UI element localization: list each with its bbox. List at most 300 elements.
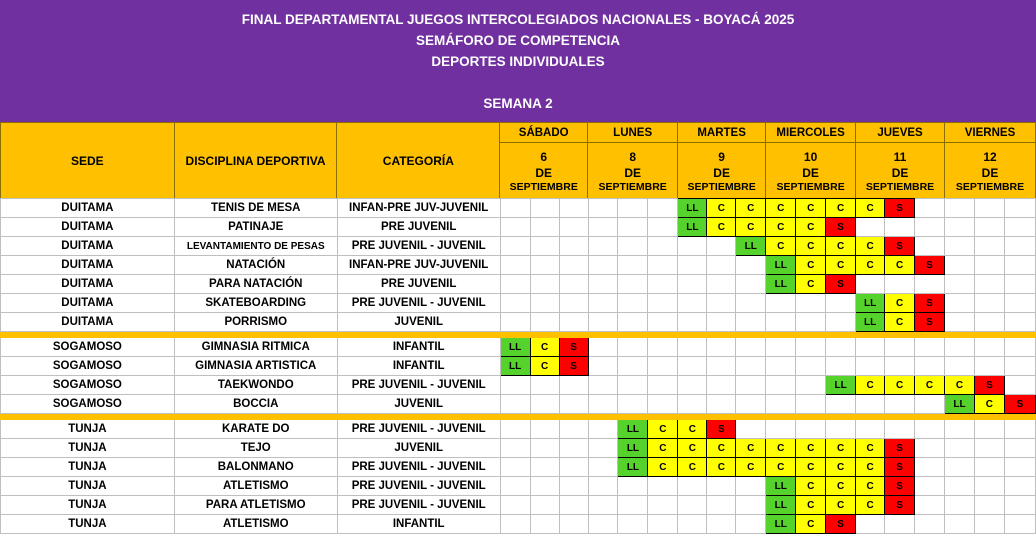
status-cell-c: C	[885, 294, 915, 313]
status-cell-c: C	[707, 458, 736, 477]
day-date: 8 DE SEPTIEMBRE	[588, 143, 678, 199]
empty-cell	[648, 496, 678, 515]
empty-cell	[856, 275, 885, 294]
table-row	[1, 395, 1036, 414]
empty-cell	[648, 218, 678, 237]
sede-cell: TUNJA	[1, 439, 175, 458]
status-cell-c: C	[707, 218, 736, 237]
sede-cell: TUNJA	[1, 458, 175, 477]
status-cell-c: C	[648, 458, 678, 477]
categoria-cell: PRE JUVENIL	[337, 275, 500, 294]
empty-cell	[1004, 439, 1035, 458]
empty-cell	[559, 256, 588, 275]
status-cell-c: C	[796, 496, 826, 515]
empty-cell	[648, 256, 678, 275]
status-cell-c: C	[766, 237, 796, 256]
status-cell-c: C	[796, 515, 826, 534]
status-cell-c: C	[885, 313, 915, 332]
categoria-cell: PRE JUVENIL - JUVENIL	[337, 294, 500, 313]
categoria-cell: PRE JUVENIL - JUVENIL	[337, 477, 500, 496]
empty-cell	[500, 420, 530, 439]
empty-cell	[559, 313, 588, 332]
status-cell-ll: LL	[500, 357, 530, 376]
empty-cell	[530, 237, 559, 256]
empty-cell	[618, 294, 648, 313]
empty-cell	[885, 515, 915, 534]
empty-cell	[796, 376, 826, 395]
status-cell-c: C	[796, 477, 826, 496]
empty-cell	[974, 338, 1004, 357]
empty-cell	[944, 458, 974, 477]
status-cell-s: S	[826, 218, 856, 237]
status-cell-c: C	[766, 199, 796, 218]
sede-cell: DUITAMA	[1, 218, 175, 237]
empty-cell	[648, 515, 678, 534]
empty-cell	[944, 439, 974, 458]
status-cell-s: S	[885, 199, 915, 218]
empty-cell	[588, 515, 618, 534]
disciplina-cell: SKATEBOARDING	[174, 294, 337, 313]
empty-cell	[796, 357, 826, 376]
empty-cell	[736, 338, 766, 357]
day-name: VIERNES	[945, 123, 1036, 143]
empty-cell	[974, 515, 1004, 534]
table-row	[1, 338, 1036, 357]
status-cell-c: C	[736, 458, 766, 477]
status-cell-c: C	[796, 237, 826, 256]
categoria-cell: PRE JUVENIL	[337, 218, 500, 237]
categoria-cell: INFANTIL	[337, 515, 500, 534]
status-cell-c: C	[530, 357, 559, 376]
empty-cell	[588, 275, 618, 294]
empty-cell	[1004, 458, 1035, 477]
status-cell-ll: LL	[856, 294, 885, 313]
empty-cell	[678, 376, 707, 395]
categoria-cell: PRE JUVENIL - JUVENIL	[337, 237, 500, 256]
empty-cell	[500, 496, 530, 515]
status-cell-s: S	[915, 313, 945, 332]
status-cell-c: C	[856, 237, 885, 256]
empty-cell	[618, 477, 648, 496]
day-date: 10 DE SEPTIEMBRE	[766, 143, 856, 199]
header-table	[0, 122, 1036, 199]
empty-cell	[648, 357, 678, 376]
table-row	[1, 357, 1036, 376]
empty-cell	[530, 496, 559, 515]
disciplina-cell: PORRISMO	[174, 313, 337, 332]
sede-cell: SOGAMOSO	[1, 357, 175, 376]
table-row	[1, 199, 1036, 218]
empty-cell	[678, 357, 707, 376]
empty-cell	[588, 496, 618, 515]
empty-cell	[500, 458, 530, 477]
empty-cell	[885, 218, 915, 237]
status-cell-c: C	[826, 237, 856, 256]
categoria-cell: JUVENIL	[337, 395, 500, 414]
empty-cell	[500, 439, 530, 458]
empty-cell	[826, 338, 856, 357]
status-cell-c: C	[856, 477, 885, 496]
status-cell-ll: LL	[766, 496, 796, 515]
status-cell-s: S	[559, 338, 588, 357]
empty-cell	[648, 313, 678, 332]
empty-cell	[766, 357, 796, 376]
table-row	[1, 496, 1036, 515]
empty-cell	[707, 256, 736, 275]
disciplina-cell: KARATE DO	[174, 420, 337, 439]
subtitle-sports: DEPORTES INDIVIDUALES	[431, 54, 605, 69]
status-cell-ll: LL	[618, 439, 648, 458]
empty-cell	[736, 313, 766, 332]
empty-cell	[707, 376, 736, 395]
empty-cell	[588, 199, 618, 218]
day-name: JUEVES	[856, 123, 945, 143]
status-cell-c: C	[707, 199, 736, 218]
empty-cell	[974, 199, 1004, 218]
empty-cell	[944, 294, 974, 313]
header-categoria: CATEGORÍA	[337, 123, 500, 199]
empty-cell	[559, 218, 588, 237]
schedule-grid	[0, 198, 1036, 534]
empty-cell	[678, 256, 707, 275]
header-disciplina: DISCIPLINA DEPORTIVA	[174, 123, 337, 199]
empty-cell	[588, 477, 618, 496]
status-cell-s: S	[885, 477, 915, 496]
empty-cell	[944, 357, 974, 376]
empty-cell	[736, 256, 766, 275]
empty-cell	[530, 199, 559, 218]
empty-cell	[1004, 376, 1035, 395]
day-name: MARTES	[678, 123, 766, 143]
empty-cell	[915, 338, 945, 357]
categoria-cell: INFAN-PRE JUV-JUVENIL	[337, 199, 500, 218]
empty-cell	[707, 395, 736, 414]
table-row	[1, 458, 1036, 477]
sede-cell: TUNJA	[1, 477, 175, 496]
empty-cell	[944, 199, 974, 218]
status-cell-c: C	[856, 256, 885, 275]
empty-cell	[974, 218, 1004, 237]
status-cell-c: C	[856, 458, 885, 477]
empty-cell	[974, 439, 1004, 458]
status-cell-s: S	[1004, 395, 1035, 414]
empty-cell	[500, 199, 530, 218]
empty-cell	[618, 313, 648, 332]
empty-cell	[915, 199, 945, 218]
empty-cell	[618, 395, 648, 414]
empty-cell	[530, 218, 559, 237]
empty-cell	[915, 357, 945, 376]
status-cell-s: S	[915, 294, 945, 313]
empty-cell	[944, 275, 974, 294]
disciplina-cell: ATLETISMO	[174, 515, 337, 534]
sede-cell: DUITAMA	[1, 237, 175, 256]
table-row	[1, 237, 1036, 256]
empty-cell	[766, 420, 796, 439]
empty-cell	[648, 294, 678, 313]
empty-cell	[885, 420, 915, 439]
title-banner	[0, 0, 1036, 122]
empty-cell	[974, 275, 1004, 294]
categoria-cell: INFAN-PRE JUV-JUVENIL	[337, 256, 500, 275]
empty-cell	[588, 256, 618, 275]
header-sede: SEDE	[1, 123, 175, 199]
empty-cell	[1004, 313, 1035, 332]
status-cell-s: S	[707, 420, 736, 439]
categoria-cell: INFANTIL	[337, 338, 500, 357]
categoria-cell: JUVENIL	[337, 439, 500, 458]
empty-cell	[618, 237, 648, 256]
empty-cell	[944, 515, 974, 534]
empty-cell	[766, 395, 796, 414]
empty-cell	[678, 477, 707, 496]
empty-cell	[707, 294, 736, 313]
empty-cell	[530, 256, 559, 275]
disciplina-cell: PARA ATLETISMO	[174, 496, 337, 515]
status-cell-s: S	[826, 515, 856, 534]
status-cell-s: S	[974, 376, 1004, 395]
sede-cell: DUITAMA	[1, 275, 175, 294]
table-row	[1, 420, 1036, 439]
status-cell-c: C	[885, 376, 915, 395]
empty-cell	[856, 357, 885, 376]
empty-cell	[588, 395, 618, 414]
day-name: SÁBADO	[500, 123, 588, 143]
empty-cell	[1004, 515, 1035, 534]
empty-cell	[559, 294, 588, 313]
status-cell-c: C	[856, 439, 885, 458]
empty-cell	[707, 477, 736, 496]
status-cell-c: C	[856, 376, 885, 395]
empty-cell	[588, 218, 618, 237]
day-date: 12 DE SEPTIEMBRE	[945, 143, 1036, 199]
status-cell-c: C	[856, 199, 885, 218]
sede-cell: TUNJA	[1, 515, 175, 534]
table-row	[1, 275, 1036, 294]
status-cell-ll: LL	[678, 218, 707, 237]
status-cell-c: C	[530, 338, 559, 357]
empty-cell	[588, 458, 618, 477]
empty-cell	[559, 275, 588, 294]
status-cell-c: C	[736, 199, 766, 218]
status-cell-ll: LL	[678, 199, 707, 218]
empty-cell	[618, 357, 648, 376]
status-cell-c: C	[678, 458, 707, 477]
empty-cell	[559, 496, 588, 515]
status-cell-ll: LL	[766, 515, 796, 534]
week-label: SEMANA 2	[483, 96, 553, 111]
empty-cell	[974, 420, 1004, 439]
empty-cell	[530, 515, 559, 534]
categoria-cell: INFANTIL	[337, 357, 500, 376]
disciplina-cell: NATACIÓN	[174, 256, 337, 275]
empty-cell	[648, 338, 678, 357]
empty-cell	[559, 420, 588, 439]
empty-cell	[944, 237, 974, 256]
status-cell-ll: LL	[736, 237, 766, 256]
disciplina-cell: BOCCIA	[174, 395, 337, 414]
empty-cell	[736, 275, 766, 294]
disciplina-cell: PATINAJE	[174, 218, 337, 237]
status-cell-ll: LL	[766, 275, 796, 294]
empty-cell	[618, 218, 648, 237]
empty-cell	[826, 420, 856, 439]
empty-cell	[588, 357, 618, 376]
subtitle: SEMÁFORO DE COMPETENCIA	[415, 33, 620, 48]
empty-cell	[944, 313, 974, 332]
status-cell-c: C	[826, 496, 856, 515]
empty-cell	[915, 496, 945, 515]
empty-cell	[1004, 477, 1035, 496]
empty-cell	[1004, 199, 1035, 218]
table-row	[1, 294, 1036, 313]
empty-cell	[766, 338, 796, 357]
empty-cell	[678, 237, 707, 256]
empty-cell	[856, 395, 885, 414]
empty-cell	[944, 496, 974, 515]
disciplina-cell: TENIS DE MESA	[174, 199, 337, 218]
categoria-cell: PRE JUVENIL - JUVENIL	[337, 496, 500, 515]
status-cell-c: C	[648, 420, 678, 439]
status-cell-s: S	[885, 237, 915, 256]
empty-cell	[500, 376, 530, 395]
empty-cell	[856, 218, 885, 237]
empty-cell	[974, 477, 1004, 496]
status-cell-s: S	[559, 357, 588, 376]
empty-cell	[944, 477, 974, 496]
status-cell-c: C	[944, 376, 974, 395]
empty-cell	[856, 515, 885, 534]
empty-cell	[530, 294, 559, 313]
status-cell-c: C	[736, 439, 766, 458]
empty-cell	[678, 294, 707, 313]
empty-cell	[588, 237, 618, 256]
empty-cell	[618, 515, 648, 534]
empty-cell	[826, 357, 856, 376]
table-row	[1, 439, 1036, 458]
empty-cell	[618, 338, 648, 357]
sede-cell: SOGAMOSO	[1, 376, 175, 395]
empty-cell	[974, 458, 1004, 477]
empty-cell	[530, 439, 559, 458]
empty-cell	[648, 477, 678, 496]
status-cell-ll: LL	[856, 313, 885, 332]
empty-cell	[885, 275, 915, 294]
empty-cell	[559, 515, 588, 534]
disciplina-cell: TAEKWONDO	[174, 376, 337, 395]
empty-cell	[1004, 218, 1035, 237]
empty-cell	[974, 294, 1004, 313]
empty-cell	[530, 275, 559, 294]
empty-cell	[618, 376, 648, 395]
empty-cell	[618, 256, 648, 275]
empty-cell	[915, 458, 945, 477]
empty-cell	[530, 477, 559, 496]
status-cell-ll: LL	[766, 477, 796, 496]
empty-cell	[678, 496, 707, 515]
empty-cell	[500, 294, 530, 313]
empty-cell	[736, 357, 766, 376]
status-cell-s: S	[885, 458, 915, 477]
empty-cell	[915, 439, 945, 458]
empty-cell	[530, 313, 559, 332]
disciplina-cell: LEVANTAMIENTO DE PESAS	[174, 237, 337, 256]
empty-cell	[974, 256, 1004, 275]
disciplina-cell: GIMNASIA ARTISTICA	[174, 357, 337, 376]
empty-cell	[1004, 237, 1035, 256]
status-cell-c: C	[796, 218, 826, 237]
empty-cell	[500, 275, 530, 294]
empty-cell	[944, 256, 974, 275]
status-cell-s: S	[915, 256, 945, 275]
status-cell-ll: LL	[500, 338, 530, 357]
status-cell-ll: LL	[826, 376, 856, 395]
disciplina-cell: GIMNASIA RITMICA	[174, 338, 337, 357]
empty-cell	[648, 237, 678, 256]
empty-cell	[500, 477, 530, 496]
empty-cell	[678, 313, 707, 332]
empty-cell	[588, 313, 618, 332]
sede-cell: DUITAMA	[1, 256, 175, 275]
empty-cell	[618, 496, 648, 515]
empty-cell	[944, 338, 974, 357]
empty-cell	[559, 477, 588, 496]
empty-cell	[707, 515, 736, 534]
disciplina-cell: BALONMANO	[174, 458, 337, 477]
status-cell-c: C	[856, 496, 885, 515]
status-cell-c: C	[974, 395, 1004, 414]
empty-cell	[826, 294, 856, 313]
status-cell-c: C	[885, 256, 915, 275]
empty-cell	[530, 376, 559, 395]
empty-cell	[648, 376, 678, 395]
status-cell-c: C	[826, 439, 856, 458]
status-cell-c: C	[707, 439, 736, 458]
empty-cell	[796, 395, 826, 414]
status-cell-ll: LL	[618, 420, 648, 439]
status-cell-c: C	[826, 477, 856, 496]
day-date: 9 DE SEPTIEMBRE	[678, 143, 766, 199]
status-cell-c: C	[796, 256, 826, 275]
empty-cell	[559, 376, 588, 395]
status-cell-c: C	[826, 199, 856, 218]
disciplina-cell: PARA NATACIÓN	[174, 275, 337, 294]
empty-cell	[856, 420, 885, 439]
empty-cell	[678, 515, 707, 534]
empty-cell	[500, 313, 530, 332]
empty-cell	[530, 420, 559, 439]
empty-cell	[707, 237, 736, 256]
empty-cell	[500, 237, 530, 256]
table-row	[1, 256, 1036, 275]
day-name: MIERCOLES	[766, 123, 856, 143]
categoria-cell: JUVENIL	[337, 313, 500, 332]
status-cell-ll: LL	[618, 458, 648, 477]
sede-cell: DUITAMA	[1, 313, 175, 332]
empty-cell	[766, 376, 796, 395]
empty-cell	[736, 420, 766, 439]
sede-cell: TUNJA	[1, 496, 175, 515]
empty-cell	[885, 338, 915, 357]
empty-cell	[500, 256, 530, 275]
empty-cell	[648, 395, 678, 414]
empty-cell	[915, 218, 945, 237]
empty-cell	[588, 376, 618, 395]
empty-cell	[766, 313, 796, 332]
status-cell-c: C	[766, 439, 796, 458]
empty-cell	[826, 313, 856, 332]
status-cell-c: C	[766, 458, 796, 477]
